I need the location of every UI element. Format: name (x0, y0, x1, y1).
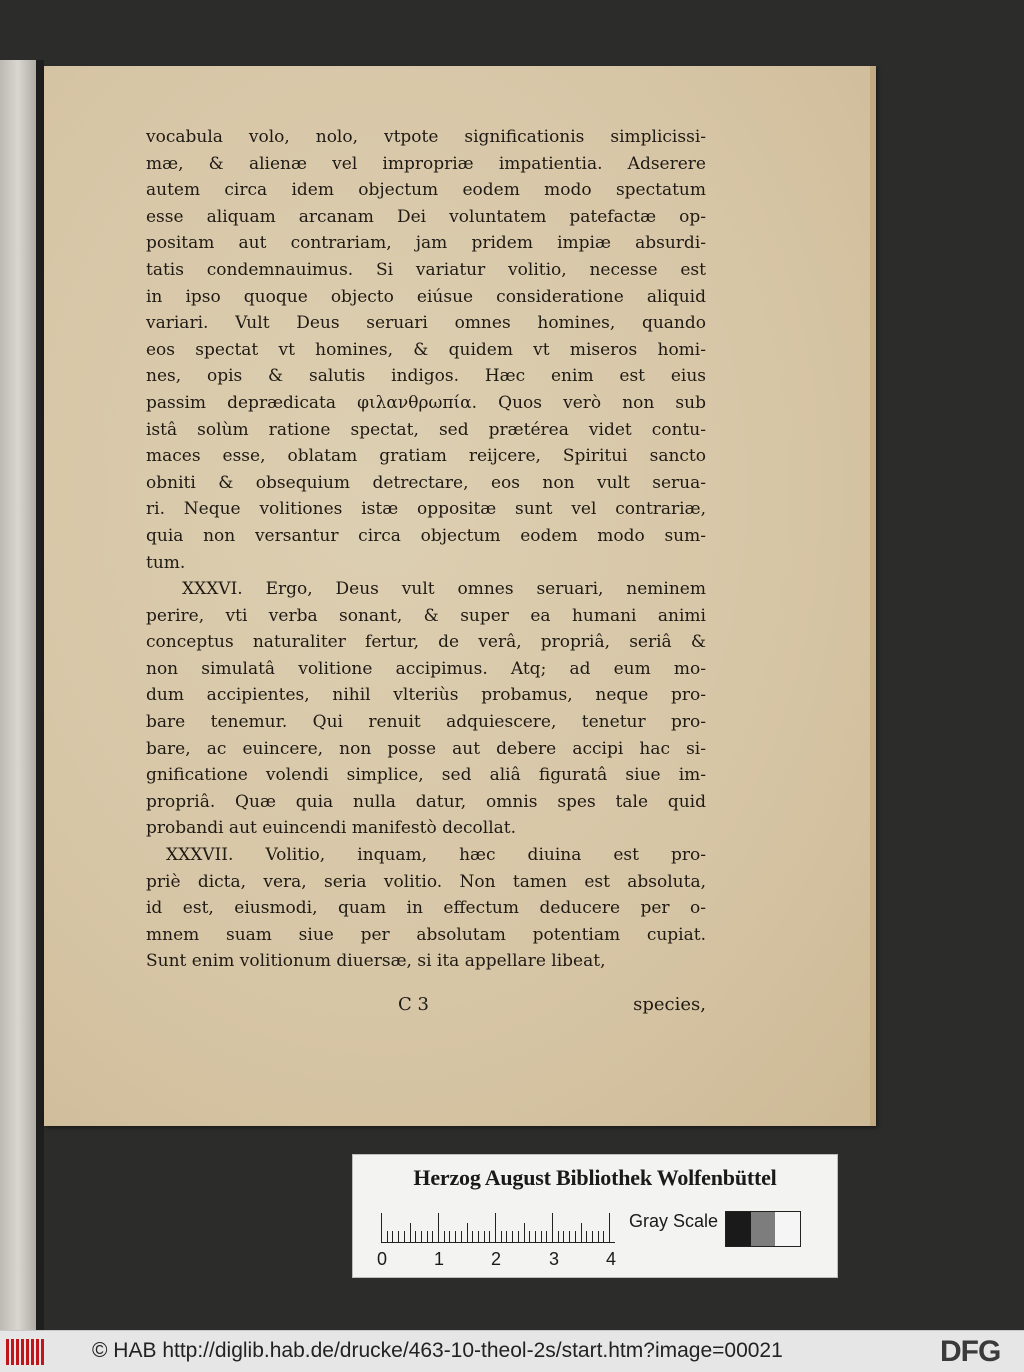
dfg-logo: DFG (940, 1335, 1001, 1368)
book-page (44, 66, 876, 1126)
barcode-bar (26, 1339, 29, 1365)
ruler-tick (512, 1231, 513, 1243)
ruler-tick (432, 1231, 433, 1243)
ruler-tick (398, 1231, 399, 1243)
ruler-tick (392, 1231, 393, 1243)
ruler-tick (506, 1231, 507, 1243)
text-line: eos spectat vt homines, & quidem vt miseros homi- (146, 339, 706, 360)
text-line: ri. Neque volitiones istæ oppositæ sunt vel contrariæ, (146, 499, 706, 520)
ruler-tick (541, 1231, 542, 1243)
text-line: vocabula volo, nolo, vtpote significationis simplicissi- (146, 127, 706, 147)
text-line: Sunt enim volitionum diuersæ, si ita appellare libeat, (146, 951, 606, 972)
text-line: istâ solùm ratione spectat, sed prætérea videt contu- (146, 419, 706, 440)
ruler-tick (387, 1231, 388, 1243)
barcode-bar (11, 1339, 14, 1365)
book-spine-edge (0, 60, 40, 1330)
barcode-bar (6, 1339, 9, 1365)
page-footer-line (146, 994, 706, 1020)
ruler-tick (478, 1231, 479, 1243)
ruler-tick (546, 1231, 547, 1243)
ruler-tick (529, 1231, 530, 1243)
text-line: tatis condemnauimus. Si variatur volitio, necesse est (146, 259, 706, 280)
text-line: probandi aut euincendi manifestò decollat. (146, 818, 517, 839)
text-line: bare tenemur. Qui renuit adquiescere, tenetur pro- (146, 712, 706, 733)
gray-swatch (751, 1212, 776, 1246)
ruler-tick (421, 1231, 422, 1243)
barcode-bar (21, 1339, 24, 1365)
text-line: dum accipientes, nihil vlteriùs probamus, neque pro- (146, 685, 706, 706)
text-line: XXXVII. Volitio, inquam, hæc diuina est pro- (166, 845, 706, 866)
text-line: quia non versantur circa objectum eodem modo sum- (146, 525, 706, 546)
text-line: positam aut contrariam, jam pridem impiæ absurdi- (146, 233, 706, 254)
ruler-tick (404, 1231, 405, 1243)
text-line: passim deprædicata φιλανθρωπία. Quos verò non sub (146, 392, 706, 413)
text-line: conceptus naturaliter fertur, de verâ, propriâ, seriâ & (146, 632, 706, 653)
ruler-tick (524, 1223, 525, 1243)
gray-swatch (726, 1212, 751, 1246)
text-line: bare, ac euincere, non posse aut debere accipi hac si- (146, 738, 706, 759)
text-line: in ipso quoque objecto eiúsue consideratione aliquid (146, 286, 706, 307)
color-ruler-card (352, 1154, 838, 1278)
text-line: non simulatâ volitione accipimus. Atq; ad eum mo- (146, 658, 706, 679)
page-text-block (146, 124, 706, 975)
ruler-number: 4 (606, 1249, 617, 1269)
ruler-tick (558, 1231, 559, 1243)
viewer-footer (0, 1330, 1024, 1372)
barcode-bar (36, 1339, 39, 1365)
ruler-tick (592, 1231, 593, 1243)
barcode-bar (41, 1339, 44, 1365)
copyright-url[interactable]: © HAB http://diglib.hab.de/drucke/463-10-theol-2s/start.htm?image=00021 (92, 1339, 783, 1362)
ruler-tick (381, 1213, 382, 1243)
ruler-tick (569, 1231, 570, 1243)
page-edge (870, 66, 876, 1126)
ruler-tick (609, 1213, 610, 1243)
ruler-tick (586, 1231, 587, 1243)
ruler-tick (489, 1231, 490, 1243)
ruler-tick (449, 1231, 450, 1243)
barcode-bar (31, 1339, 34, 1365)
ruler-tick (415, 1231, 416, 1243)
ruler-number: 3 (549, 1249, 560, 1269)
ruler-number: 0 (377, 1249, 388, 1269)
text-line: obniti & obsequium detrectare, eos non vult serua- (146, 472, 706, 493)
ruler-tick (467, 1223, 468, 1243)
hab-logo-icon (6, 1339, 46, 1365)
text-line: nes, opis & salutis indigos. Hæc enim est eius (146, 366, 706, 387)
catchword: species, (633, 994, 706, 1015)
ruler-tick (598, 1231, 599, 1243)
barcode-bar (16, 1339, 19, 1365)
ruler-tick (581, 1223, 582, 1243)
signature-mark: C 3 (398, 994, 429, 1015)
ruler-tick (455, 1231, 456, 1243)
text-line: priè dicta, vera, seria volitio. Non tamen est absoluta, (146, 871, 706, 892)
text-line: tum. (146, 552, 186, 573)
ruler-tick (575, 1231, 576, 1243)
text-line: autem circa idem objectum eodem modo spectatum (146, 180, 706, 201)
text-line: id est, eiusmodi, quam in effectum deducere per o- (146, 898, 706, 919)
text-line: XXXVI. Ergo, Deus vult omnes seruari, neminem (182, 579, 706, 600)
ruler-tick (563, 1231, 564, 1243)
ruler-tick (535, 1231, 536, 1243)
library-name: Herzog August Bibliothek Wolfenbüttel (413, 1165, 777, 1190)
ruler-tick (484, 1231, 485, 1243)
text-line: mnem suam siue per absolutam potentiam cupiat. (146, 924, 706, 945)
text-line: perire, vti verba sonant, & super ea humani animi (146, 605, 706, 626)
text-line: maces esse, oblatam gratiam reijcere, Spiritui sancto (146, 446, 706, 467)
text-line: mæ, & alienæ vel impropriæ impatientia. Adserere (146, 153, 706, 174)
gray-swatch (775, 1212, 800, 1246)
ruler-tick (495, 1213, 496, 1243)
ruler-tick (427, 1231, 428, 1243)
ruler-tick (461, 1231, 462, 1243)
ruler-scale (381, 1207, 615, 1243)
ruler-number: 2 (491, 1249, 502, 1269)
ruler-tick (410, 1223, 411, 1243)
text-line: esse aliquam arcanam Dei voluntatem patefactæ op- (146, 206, 706, 227)
ruler-tick (472, 1231, 473, 1243)
ruler-tick (603, 1231, 604, 1243)
text-line: propriâ. Quæ quia nulla datur, omnis spes tale quid (146, 791, 706, 812)
gray-scale-label: Gray Scale (629, 1211, 719, 1231)
ruler-tick (438, 1213, 439, 1243)
text-line: gnificatione volendi simplice, sed aliâ figuratâ siue im- (146, 765, 706, 786)
spine-shadow (36, 60, 44, 1330)
ruler-number: 1 (434, 1249, 445, 1269)
ruler-tick (444, 1231, 445, 1243)
gray-scale-swatches (725, 1211, 801, 1247)
ruler-tick (501, 1231, 502, 1243)
text-line: variari. Vult Deus seruari omnes homines, quando (146, 313, 706, 334)
ruler-tick (552, 1213, 553, 1243)
ruler-tick (518, 1231, 519, 1243)
